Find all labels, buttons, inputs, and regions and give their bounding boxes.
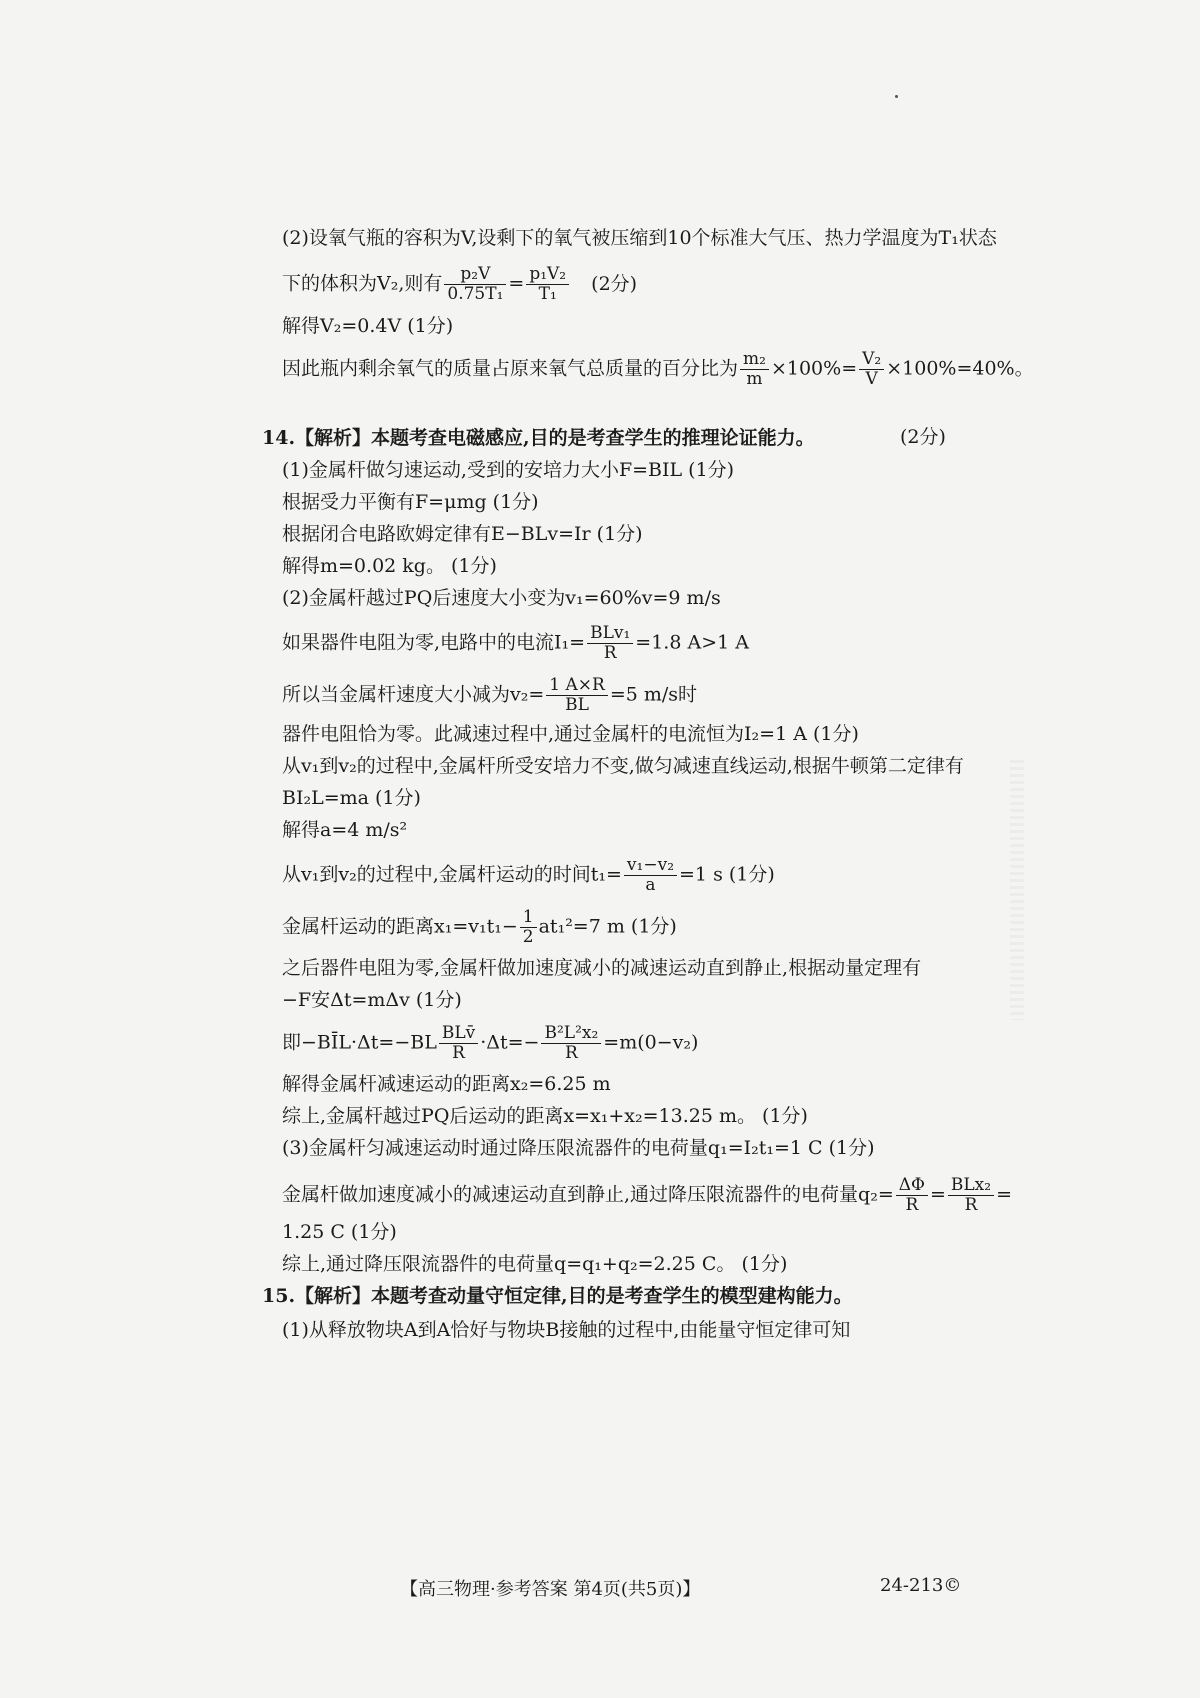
q14-line-7: 所以当金属杆速度大小减为v₂= $\frac{1 A\times R}{BL}$ =5 m/s时	[282, 675, 698, 715]
q15-heading: 15.【解析】本题考查动量守恒定律,目的是考查学生的模型建构能力。	[262, 1285, 853, 1307]
q14-line-13: 金属杆运动的距离x₁=v₁t₁− $\frac{1}{2}$ at₁²=7 m (1分)	[282, 907, 677, 947]
q14-line-9: 从v₁到v₂的过程中,金属杆所受安培力不变,做匀减速直线运动,根据牛顿第二定律有	[282, 755, 964, 777]
fraction: $\frac{\text{BLx₂}}{R}$	[948, 1176, 994, 1215]
fraction: $\frac{\text{BLv̄}}{R}$	[439, 1024, 478, 1063]
q14-line-6: 如果器件电阻为零,电路中的电流I₁= $\frac{\text{BLv₁}}{R}$ =1.8 A>1 A	[282, 623, 749, 663]
q15-line-1: (1)从释放物块A到A恰好与物块B接触的过程中,由能量守恒定律可知	[282, 1319, 851, 1341]
q14-line-19: (3)金属杆匀减速运动时通过降压限流器件的电荷量q₁=I₂t₁=1 C (1分)	[282, 1137, 875, 1159]
q14-line-18: 综上,金属杆越过PQ后运动的距离x=x₁+x₂=13.25 m。 (1分)	[282, 1105, 808, 1127]
q14-line-16: 即−BĪL·Δt=−BL $\frac{\text{BLv̄}}{R}$ ·Δt=− $\frac{\text{B²L²x₂}}{R}$ =m(0−v₂)	[282, 1023, 699, 1063]
fraction: $\frac{\Delta\Phi}{R}$	[896, 1176, 928, 1215]
fraction: $\frac{\text{BLv₁}}{R}$	[587, 624, 633, 663]
paper-code: 24-213©	[880, 1575, 962, 1596]
p2-line-2: 下的体积为V₂,则有 $\frac{\text{p₂V}}{\text{0.75T₁}}$ = $\frac{\text{p₁V₂}}{\text{T₁}}$ (2分)	[282, 264, 638, 304]
q14-line-15: −F安Δt=mΔv (1分)	[282, 989, 462, 1011]
p2-line-1: (2)设氧气瓶的容积为V,设剩下的氧气被压缩到10个标准大气压、热力学温度为T₁状态	[282, 227, 997, 249]
fraction: $\frac{\text{p₁V₂}}{\text{T₁}}$	[526, 265, 569, 304]
fraction: $\frac{\text{B²L²x₂}}{R}$	[541, 1024, 601, 1063]
q14-line-20: 金属杆做加速度减小的减速运动直到静止,通过降压限流器件的电荷量q₂= $\frac{\Delta\Phi}{R}$ = $\frac{\text{BLx₂}}{R}$ =	[282, 1175, 1012, 1215]
q14-line-5: (2)金属杆越过PQ后速度大小变为v₁=60%v=9 m/s	[282, 587, 721, 609]
fraction: $\frac{\text{p₂V}}{\text{0.75T₁}}$	[444, 265, 506, 304]
q14-line-2: 根据受力平衡有F=μmg (1分)	[282, 491, 539, 513]
scan-speck	[895, 95, 898, 98]
q14-line-14: 之后器件电阻为零,金属杆做加速度减小的减速运动直到静止,根据动量定理有	[282, 957, 922, 979]
page-footer: 【高三物理·参考答案 第4页(共5页)】	[400, 1579, 701, 1600]
q14-line-8: 器件电阻恰为零。此减速过程中,通过金属杆的电流恒为I₂=1 A (1分)	[282, 723, 859, 745]
p2-line-3: 解得V₂=0.4V (1分)	[282, 315, 454, 337]
q14-line-21: 1.25 C (1分)	[282, 1221, 397, 1243]
p2-line-4: 因此瓶内剩余氧气的质量占原来氧气总质量的百分比为 $\frac{\text{m₂}}{m}$ ×100%= $\frac{\text{V₂}}{V}$ ×100%=40%。	[282, 349, 1034, 389]
q14-line-11: 解得a=4 m/s²	[282, 819, 408, 841]
q14-line-12: 从v₁到v₂的过程中,金属杆运动的时间t₁= $\frac{\text{v₁−v₂}}{a}$ =1 s (1分)	[282, 855, 775, 895]
q14-line-22: 综上,通过降压限流器件的电荷量q=q₁+q₂=2.25 C。 (1分)	[282, 1253, 788, 1275]
fraction: $\frac{\text{v₁−v₂}}{a}$	[624, 856, 677, 895]
q14-line-17: 解得金属杆减速运动的距离x₂=6.25 m	[282, 1073, 611, 1095]
p2-points-right: (2分)	[900, 426, 946, 448]
q14-line-3: 根据闭合电路欧姆定律有E−BLv=Ir (1分)	[282, 523, 643, 545]
q14-line-1: (1)金属杆做匀速运动,受到的安培力大小F=BIL (1分)	[282, 459, 735, 481]
scan-edge-shadow	[1010, 760, 1024, 1020]
fraction: $\frac{1}{2}$	[520, 908, 537, 947]
q14-line-4: 解得m=0.02 kg。 (1分)	[282, 555, 497, 577]
fraction: $\frac{\text{m₂}}{m}$	[740, 350, 769, 389]
fraction: $\frac{1 A\times R}{BL}$	[546, 676, 608, 715]
q14-heading: 14.【解析】本题考查电磁感应,目的是考查学生的推理论证能力。	[262, 427, 815, 449]
q14-line-10: BI₂L=ma (1分)	[282, 787, 421, 809]
fraction: $\frac{\text{V₂}}{V}$	[859, 350, 884, 389]
